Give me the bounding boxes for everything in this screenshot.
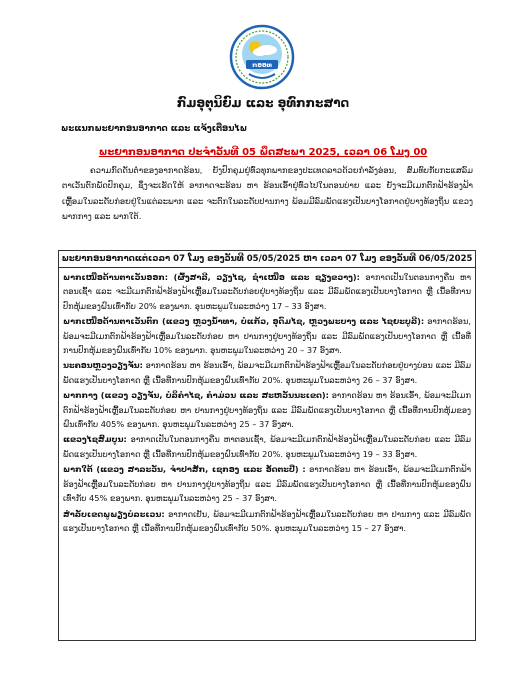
forecast-table-body bbox=[59, 268, 475, 535]
region-text: ອາກາດເຢັນ, ພ້ອມຈະມີເມກຕົກຟ້າຮ້ອງຟ້າເຫຼື້ອມໃນລະດັບກ່ອຍ ຫາ ປານກາງ ແລະ ມີລົມພັດແຮງເປັນບາງໂອກາດ ຫຼື ເນື້ອທີ່ການປົກຫຸ້ມຂອງຝົນເທົ່າກັບ 50%. ອຸນຫະພູມໃນລະຫວ່າງ 15 – 27 ອົງສາ. bbox=[63, 508, 471, 533]
region-name: ແຂວງໄຊສົມບູນ: bbox=[63, 434, 127, 445]
region-name: ນະຄອນຫຼວງວຽງຈັນ: bbox=[63, 360, 143, 371]
region-forecast-northeast bbox=[63, 270, 471, 313]
region-forecast-xaisomboun bbox=[63, 432, 471, 461]
region-forecast-northwest bbox=[63, 314, 471, 357]
department-logo-icon bbox=[229, 24, 295, 90]
region-forecast-central bbox=[63, 388, 471, 431]
region-text: ອາກາດເປັນໃນຕອນກາງຄືນ ຫາ ຕອນເຊົ້າ ແລະ ຈະມີເມກຕົກຟ້າຮ້ອງຟ້າເຫຼື້ອມໃນລະດັບກ່ອຍຢູ່ບາງທ້ອງຖິ່ນ ແລະ ມີລົມພັດແຮງເປັນບາງໂອກາດ ຫຼື ເນື້ອທີ່ການປົກຫຸ້ມຂອງຝົນເທົ່າກັບ 20% ຂອງພາກ. ອຸນຫະພູມໃນລະຫວ່າງ 17 – 33 ອົງສາ. bbox=[63, 272, 471, 311]
region-forecast-south bbox=[63, 462, 471, 505]
forecast-period-header: ພະຍາກອນອາກາດແຕ່ເວລາ 07 ໂມງ ຂອງວັນທີ 05/05/2025 ຫາ ເວລາ 07 ໂມງ ຂອງວັນທີ 06/05/2025 bbox=[59, 251, 475, 268]
region-text: ອາກາດຮ້ອນ ຫາ ຮ້ອນເອົ້າ, ພ້ອມຈະມີເມກຕົກຟ້າຮ້ອງຟ້າເຫຼື້ອມໃນລະດັບກ່ອຍ ຫາ ປານກາງຢູ່ບາງທ້ອງຖິ່ນ ແລະ ມີລົມພັດແຮງເປັນບາງໂອກາດ ຫຼື ເນື້ອທີ່ການປົກຫຸ້ມຂອງຝົນເທົ່າກັບ 405% ຂອງພາກ. ອຸນຫະພູມໃນລະຫວ່າງ 25 – 37 ອົງສາ. bbox=[63, 390, 471, 430]
region-name: ພາກກາງ (ແຂວງ ວຽງຈັນ, ບໍລິຄຳໄຊ, ຄຳມ່ວນ ແລະ ສະຫວັນນະເຂດ): bbox=[63, 390, 329, 401]
region-forecast-vientiane-capital bbox=[63, 358, 471, 387]
region-name: ພາກໃຕ້ (ແຂວງ ສາລະວັນ, ຈຳປາສັກ, ເຊກອງ ແລະ ອັດຕະປື) : bbox=[63, 464, 306, 475]
region-text: ອາກາດຮ້ອນ ຫາ ຮ້ອນເອົ້າ, ພ້ອມຈະມີເມກຕົກຟ້າຮ້ອງຟ້າເຫຼື້ອມໃນລະດັບກ່ອຍຢູ່ບາງບ່ອນ ແລະ ມີລົມພັດແຮງເປັນບາງໂອກາດ ຫຼື ເນື້ອທີ່ການປົກຫຸ້ມຂອງຝົນເທົ່າກັບ 20%. ອຸນຫະພູມໃນລະຫວ່າງ 26 – 37 ອົງສາ. bbox=[63, 360, 471, 385]
region-text: ອາກາດເປັນໃນຕອນກາງຄືນ ຫາຕອນເຊົ້າ, ພ້ອມຈະມີເມກຕົກຟ້າຮ້ອງຟ້າເຫຼື້ອມໃນລະດັບກ່ອຍ ແລະ ມີລົມພັດແຮງເປັນບາງໂອກາດ ຫຼື ເນື້ອທີ່ການປົກຫຸ້ມຂອງຝົນເທົ່າກັບ 20%. ອຸນຫະພູມໃນລະຫວ່າງ 19 – 33 ອົງສາ. bbox=[63, 434, 471, 459]
logo-cloud-small-icon bbox=[253, 48, 267, 56]
region-forecast-bolaven-plateau bbox=[63, 507, 471, 536]
region-text: ອາກາດຮ້ອນ ຫາ ຮ້ອນເອົ້າ, ພ້ອມຈະມີເມກຕົກຟ້າຮ້ອງຟ້າເຫຼື້ອມໃນລະດັບກ່ອຍ ຫາ ປານກາງຢູ່ບາງທ້ອງຖິ່ນ ແລະ ມີລົມພັດແຮງເປັນບາງໂອກາດ ຫຼື ເນື້ອທີ່ການປົກຫຸ້ມຂອງຝົນເທົ່າກັບ 45% ຂອງພາກ. ອຸນຫະພູມໃນລະຫວ່າງ 25 – 37 ອົງສາ. bbox=[63, 464, 471, 504]
organization-name: ກົມອຸຕຸນິຍົມ ແລະ ອຸທົກກະສາດ bbox=[176, 96, 350, 110]
department-name: ພະແນກພະຍາກອນອາກາດ ແລະ ແຈ້ງເຕືອນໄພ bbox=[61, 124, 248, 134]
forecast-intro: ຄວາມກົດດັນຕໍ່າຂອງອາກາດຮ້ອນ, ຍັງປົກຄຸມຢູ່ທົ່ວທຸກພາກຂອງປະເທດລາວດ້ວຍກໍາລັງອ່ອນ, ສົມທົບກັບກະແສລົມຕາເວັນຕົກພັດປົກຄຸມ, ຊຶ່ງຈະເຮັດໃຫ້ ອາກາດຈະຮ້ອນ ຫາ ຮ້ອນເອົ້າຢູ່ທົ່ວໄປໃນຕອນບ່າຍ ແລະ ຍັງຈະມີເມກຕົກຟ້າຮ້ອງຟ້າເຫຼື້ອມໃນລະດັບກ່ອຍຢູ່ໃນແຕ່ລະພາກ ແລະ ຈະຕົກໃນລະດັບປານກາງ ພ້ອມມີລົມພັດແຮງເປັນບາງໂອກາດຢູ່ບາງທ້ອງຖິ່ນ ແຂວງພາກກາງ ແລະ ພາກໃຕ້. bbox=[62, 165, 473, 221]
logo-banner-text: ກອອທ bbox=[252, 61, 272, 69]
region-name: ພາກເໜືອດ້ານຕາເວັນອອກ: (ຜົ້ງສາລີ, ວຽງໄຊ, ຊຳເໜືອ ແລະ ຊຽງຂວາງ): bbox=[63, 272, 360, 282]
region-text: ອາກາດຮ້ອນ, ພ້ອມຈະມີເມກຕົກຟ້າຮ້ອງຟ້າເຫຼື້ອມໃນລະດັບກ່ອຍ ຫາ ປານກາງຢູ່ບາງທ້ອງຖິ່ນ ແລະ ມີລົມພັດແຮງເປັນບາງໂອກາດ ຫຼື ເນື້ອທີ່ການປົກຫຸ້ມຂອງຝົນເທົ່າກັບ 10% ຂອງພາກ. ອຸນຫະພູມໃນລະຫວ່າງ 20 – 37 ອົງສາ. bbox=[63, 316, 471, 356]
region-name: ພາກເໜືອດ້ານຕາເວັນຕົກ (ແຂວງ ຫຼວງນ້ຳທາ, ບໍ່ແກ້ວ, ອຸດົມໄຊ, ຫຼວງພະບາງ ແລະ ໄຊຍະບູລີ): bbox=[63, 316, 425, 327]
forecast-table bbox=[58, 250, 476, 641]
region-name: ສຳລັບເຂດພູພຽງບໍລະເວນ: bbox=[63, 508, 165, 519]
forecast-title: ພະຍາກອນອາກາດ ປະຈໍາວັນທີ 05 ພຶດສະພາ 2025, ເວລາ 06 ໂມງ 00 bbox=[98, 147, 428, 158]
